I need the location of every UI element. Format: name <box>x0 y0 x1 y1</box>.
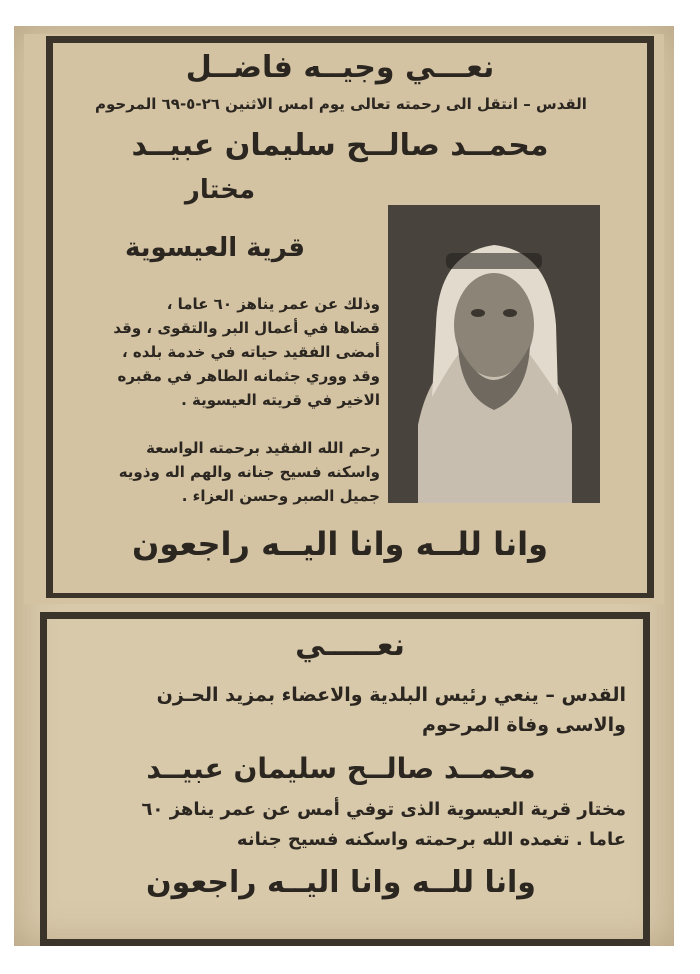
notice-two-body <box>56 680 626 740</box>
body-line: والاسى وفاة المرحوم <box>422 714 626 736</box>
notice-one-prayer <box>110 436 380 508</box>
paragraph-line: قضاها في أعمال البر والتقوى ، وقد <box>113 319 380 337</box>
notice-one-village: قرية العيسوية <box>124 233 306 263</box>
notice-two-deceased-name: محمــد صالــح سليمان عبيــد <box>146 752 536 785</box>
details-line: عاما . تغمده الله برحمته واسكنه فسيح جنانه <box>236 829 626 850</box>
notice-two-details <box>56 795 626 855</box>
notice-two-title: نعـــــي <box>295 628 405 663</box>
notice-one-subtitle: القدس – انتقل الى رحمته تعالى يوم امس الاثنين ٢٦-٥-٦٩ المرحوم <box>95 95 587 113</box>
prayer-line: جميل الصبر وحسن العزاء . <box>181 487 380 505</box>
deceased-portrait-photo <box>388 205 600 503</box>
notice-one-paragraph <box>110 292 380 412</box>
notice-one-closing: وانا للــه وانا اليــه راجعون <box>132 525 548 563</box>
paragraph-line: أمضى الفقيد حياته في خدمة بلده ، <box>122 343 380 361</box>
body-line: القدس – ينعي رئيس البلدية والاعضاء بمزيد الحـزن <box>156 684 626 706</box>
paragraph-line: وذلك عن عمر يناهز ٦٠ عاما ، <box>166 295 380 313</box>
details-line: مختار قرية العيسوية الذى توفي أمس عن عمر يناهز ٦٠ <box>141 799 626 820</box>
portrait-icon <box>388 205 600 503</box>
prayer-line: رحم الله الفقيد برحمته الواسعة <box>146 439 380 457</box>
paragraph-line: وقد ووري جثمانه الطاهر في مقبره <box>117 367 380 385</box>
paragraph-line: الاخير في قريته العيسوية . <box>181 391 380 409</box>
prayer-line: واسكنه فسيح جنانه والهم اله وذويه <box>118 463 380 481</box>
notice-one-role: مختار <box>184 175 256 205</box>
notice-one-title: نعـــي وجيــه فاضــل <box>185 50 495 85</box>
notice-two-closing: وانا للــه وانا اليــه راجعون <box>146 865 536 900</box>
notice-one-deceased-name: محمــد صالــح سليمان عبيــد <box>131 128 549 163</box>
